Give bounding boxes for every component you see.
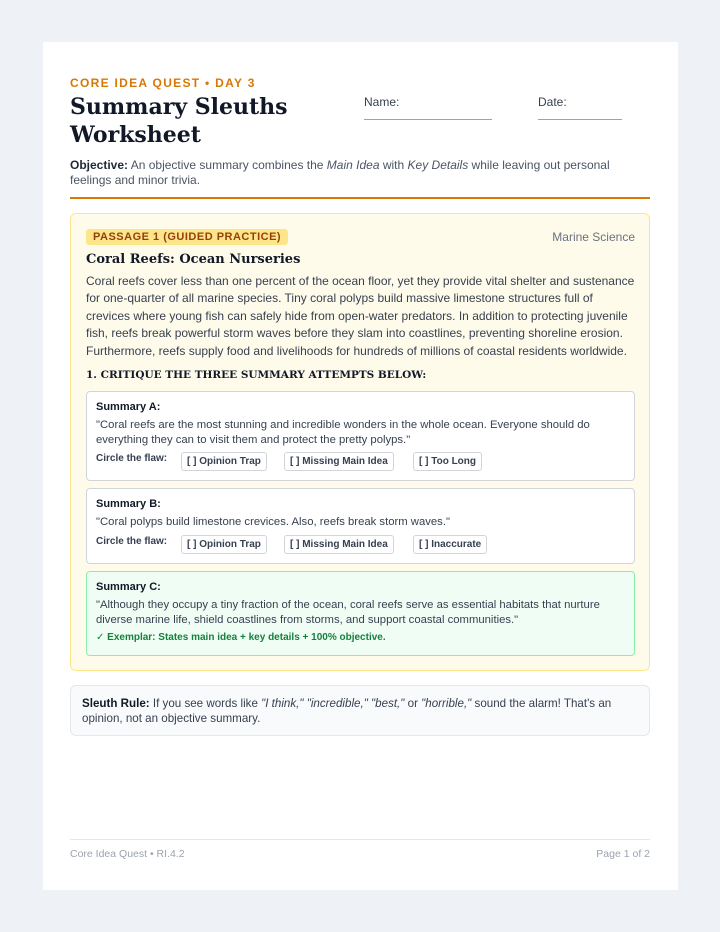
worksheet-page [43, 42, 678, 890]
objective-text-2: with [379, 158, 408, 172]
summary-card-c [86, 571, 635, 656]
flaw-option-opinion-trap[interactable]: [ ] Opinion Trap [181, 535, 267, 554]
passage-panel [70, 213, 650, 671]
sleuth-rule [82, 697, 637, 726]
flaw-option-missing-main-idea[interactable]: [ ] Missing Main Idea [284, 452, 394, 471]
passage-topic: Marine Science [552, 230, 635, 244]
summary-label: Summary B: [96, 498, 161, 510]
date-field[interactable] [538, 119, 622, 120]
summary-card-b [86, 488, 635, 564]
name-label: Name: [364, 95, 400, 109]
footer-left: Core Idea Quest • RI.4.2 [70, 848, 185, 860]
passage-title: Coral Reefs: Ocean Nurseries [86, 252, 301, 267]
name-field[interactable] [364, 119, 492, 120]
flaw-label: Circle the flaw: [96, 453, 168, 464]
objective-text-3: while leaving out personal feelings and minor trivia. [70, 158, 610, 187]
sleuth-rule-text-3: sound the alarm! That's an opinion, not an objective summary. [82, 697, 612, 725]
objective-key-details: Key Details [407, 158, 469, 172]
flaw-option-missing-main-idea[interactable]: [ ] Missing Main Idea [284, 535, 394, 554]
date-label: Date: [538, 95, 567, 109]
sleuth-rule-box [70, 685, 650, 736]
page-title: Summary Sleuths Worksheet [70, 94, 288, 148]
passage-pill: PASSAGE 1 (GUIDED PRACTICE) [86, 229, 288, 245]
flaw-option-inaccurate[interactable]: [ ] Inaccurate [413, 535, 487, 554]
task-heading: 1. CRITIQUE THE THREE SUMMARY ATTEMPTS BELOW: [86, 369, 427, 381]
sleuth-rule-label: Sleuth Rule: [82, 697, 150, 710]
summary-quote: "Coral reefs are the most stunning and incredible wonders in the whole ocean. Everyone should do everything they can to visit them and protect the pretty polyps." [96, 419, 590, 446]
page-number: Page 1 of 2 [596, 848, 650, 860]
sleuth-rule-text-2: or [404, 697, 422, 710]
flaw-option-opinion-trap[interactable]: [ ] Opinion Trap [181, 452, 267, 471]
sleuth-rule-text-1: If you see words like [149, 697, 262, 710]
kicker: CORE IDEA QUEST • DAY 3 [70, 76, 256, 90]
summary-quote: "Coral polyps build limestone crevices. Also, reefs break storm waves." [96, 516, 450, 528]
objective-main-idea: Main Idea [326, 158, 380, 172]
objective-text-1: An objective summary combines the [128, 158, 327, 172]
sleuth-rule-words: "I think," "incredible," "best," [261, 697, 405, 710]
passage-text: Coral reefs cover less than one percent of the ocean floor, yet they provide vital shelter and sustenance for one-quarter of all marine species. Tiny coral polyps build massive limestone structures full of crevices where young fish can safely hide from open-water predators. In addition to protecting juvenile fish, reefs break powerful storm waves before they slam into coastlines, preventing shoreline erosion. Furthermore, reefs supply food and livelihoods for hundreds of millions of coastal residents worldwide. [86, 274, 635, 358]
summary-card-a [86, 391, 635, 481]
summary-quote: "Although they occupy a tiny fraction of the ocean, coral reefs serve as essential habitats that nurture diverse marine life, shield coastlines from storms, and support coastal communities." [96, 599, 600, 626]
summary-label: Summary A: [96, 401, 161, 413]
header-divider [70, 197, 650, 199]
exemplar-note: ✓ Exemplar: States main idea + key details + 100% objective. [96, 632, 386, 643]
sleuth-rule-last-word: "horrible," [421, 697, 472, 710]
summary-label: Summary C: [96, 581, 161, 593]
flaw-label: Circle the flaw: [96, 536, 168, 547]
objective-label: Objective: [70, 158, 129, 172]
flaw-option-too-long[interactable]: [ ] Too Long [413, 452, 482, 471]
objective [70, 158, 650, 187]
footer-divider [70, 839, 650, 840]
